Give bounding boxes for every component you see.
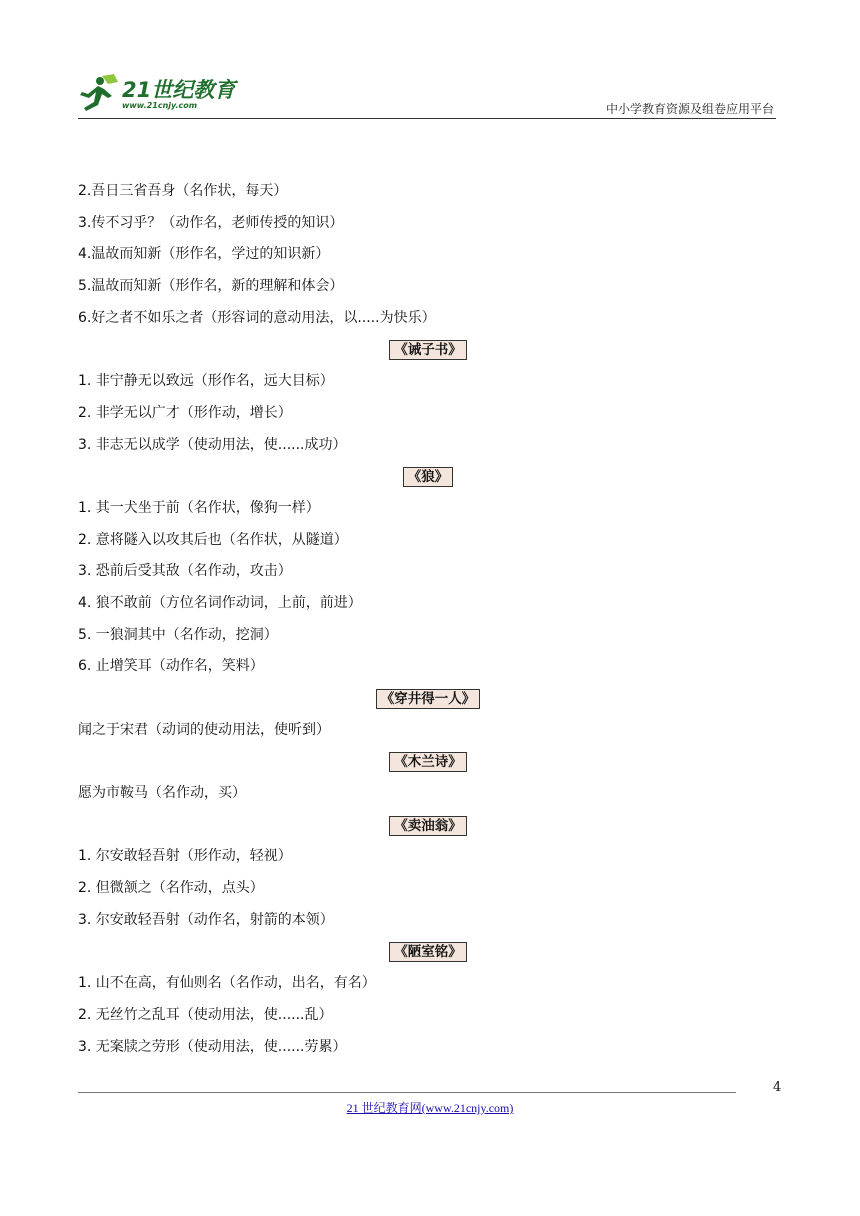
list-item: 6.好之者不如乐之者（形容词的意动用法，以.....为快乐）: [78, 309, 436, 326]
logo-text: 21世纪教育: [122, 78, 236, 102]
page-number: 4: [773, 1080, 782, 1095]
list-item: 1. 尔安敢轻吾射（形作动，轻视）: [78, 848, 292, 865]
list-item: 2. 无丝竹之乱耳（使动用法，使......乱）: [78, 1006, 333, 1023]
list-item: 2.吾日三省吾身（名作状，每天）: [78, 183, 288, 199]
section-heading-row: [78, 937, 778, 969]
list-item: 3. 无案牍之劳形（使动用法，使......劳累）: [78, 1038, 347, 1055]
footer-link[interactable]: 21 世纪教育网(www.21cnjy.com): [346, 1101, 514, 1115]
section-heading-row: [78, 683, 778, 715]
logo-url: www.21cnjy.com: [122, 101, 198, 110]
list-item: 3.传不习乎？（动作名，老师传授的知识）: [78, 214, 344, 231]
list-item: 5.温故而知新（形作名，新的理解和体会）: [78, 278, 344, 295]
list-item: 6. 止增笑耳（动作名，笑料）: [78, 658, 264, 675]
list-item: 5. 一狼洞其中（名作动，挖洞）: [78, 626, 278, 643]
list-item: 3. 恐前后受其敌（名作动，攻击）: [78, 563, 292, 580]
platform-title: 中小学教育资源及组卷应用平台: [605, 102, 774, 116]
footer: [0, 1097, 860, 1116]
footer-divider: [78, 1092, 736, 1093]
section-heading: 《陋室铭》: [389, 942, 467, 962]
list-item: 4. 狼不敢前（方位名词作动词，上前，前进）: [78, 594, 362, 611]
list-item: 4.温故而知新（形作名，学过的知识新）: [78, 246, 330, 263]
section-heading-row: [78, 334, 778, 366]
section-heading-row: [78, 461, 778, 493]
logo: [78, 70, 248, 114]
list-item: 闻之于宋君（动词的使动用法，使听到）: [78, 721, 330, 738]
section-heading: 《卖油翁》: [389, 816, 467, 836]
section-heading: 《诫子书》: [389, 340, 467, 360]
list-item: 3. 尔安敢轻吾射（动作名，射箭的本领）: [78, 911, 334, 928]
section-heading: 《木兰诗》: [389, 752, 467, 772]
section-heading: 《穿井得一人》: [376, 689, 481, 709]
list-item: 1. 其一犬坐于前（名作状，像狗一样）: [78, 499, 320, 516]
page-header: [78, 66, 776, 119]
list-item: 2. 意将隧入以攻其后也（名作状，从隧道）: [78, 531, 348, 548]
list-item: 3. 非志无以成学（使动用法，使......成功）: [78, 436, 347, 453]
list-item: 1. 山不在高，有仙则名（名作动，出名，有名）: [78, 975, 376, 992]
runner-icon: [78, 72, 122, 112]
document-body: [78, 176, 778, 1063]
list-item: 1. 非宁静无以致远（形作名，远大目标）: [78, 373, 334, 390]
list-item: 2. 非学无以广才（形作动，增长）: [78, 404, 292, 421]
list-item: 2. 但微颔之（名作动，点头）: [78, 880, 264, 897]
section-heading-row: [78, 810, 778, 842]
list-item: 愿为市鞍马（名作动，买）: [78, 785, 246, 802]
section-heading-row: [78, 746, 778, 778]
section-heading: 《狼》: [403, 467, 454, 487]
